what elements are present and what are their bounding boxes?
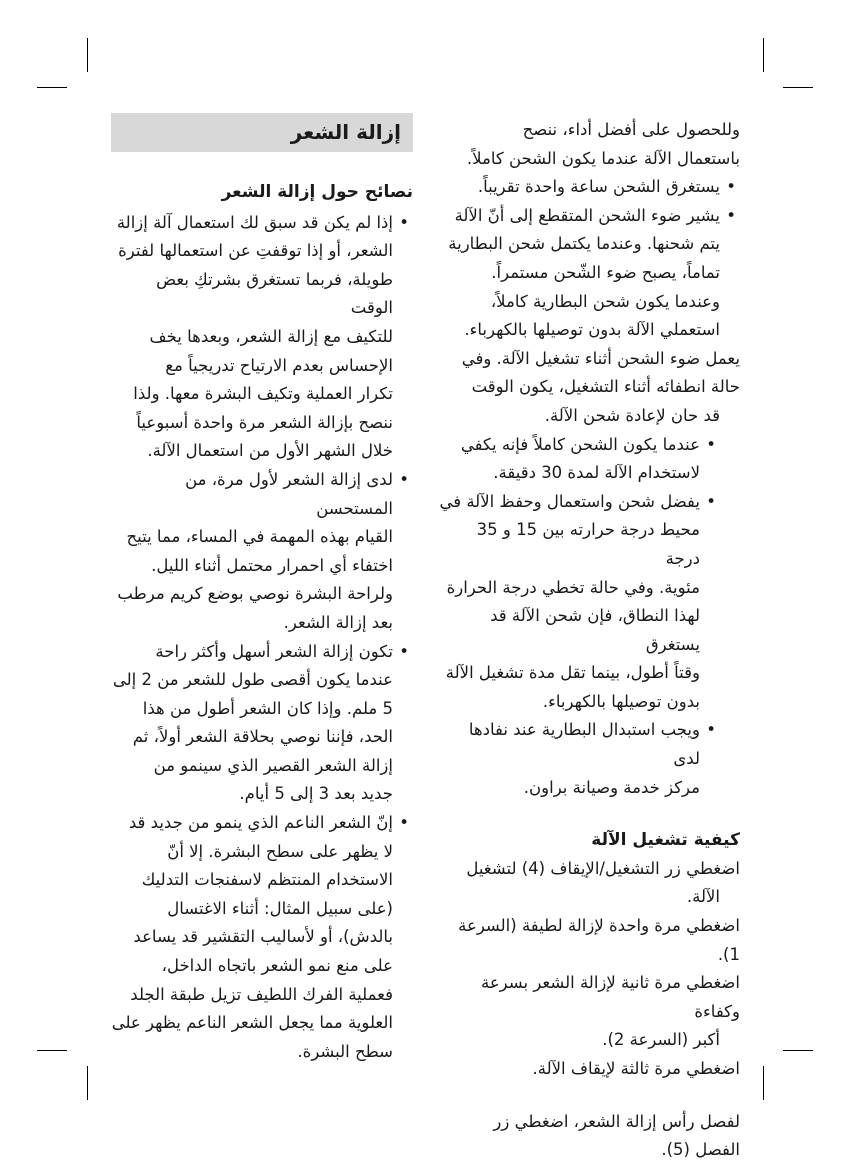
charging-item: • يشير ضوء الشحن المتقطع إلى أنّ الآلة يتم شحنها. وعندما يكتمل شحن البطارية تماماً، يصبح ضوء الشّحن مستمراً. وعندما يكون شحن البطارية كاملاً، استعملي الآلة بدون توصيلها بالكهرباء. (438, 202, 740, 345)
detach-instructions: لفصل رأس إزالة الشعر، اضغطي زر الفصل (5). (493, 1111, 740, 1160)
charging-item: • يستغرق الشحن ساعة واحدة تقريباً. (438, 173, 740, 202)
charging-item: • يفضل شحن واستعمال وحفظ الآلة في محيط درجة حرارته بين 15 و 35 درجة مئوية. وفي حالة تخطي درجة الحرارة لهذا النطاق، فإن شحن الآلة قد يستغرق وقتاً أطول، بينما تقل مدة تشغيل الآلة بدون توصيلها بالكهرباء. (438, 488, 720, 717)
crop-mark (763, 38, 764, 72)
crop-mark (783, 1050, 813, 1051)
crop-mark (87, 38, 88, 72)
crop-mark (37, 87, 67, 88)
charging-list-2 (438, 431, 740, 803)
crop-mark (783, 87, 813, 88)
crop-mark (763, 1066, 764, 1100)
charging-item: • عندما يكون الشحن كاملاً فإنه يكفي لاستخدام الآلة لمدة 30 دقيقة. (438, 431, 720, 488)
right-column (438, 116, 740, 1165)
operation-steps: اضغطي زر التشغيل/الإيقاف (4) لتشغيل الآلة. اضغطي مرة واحدة لإزالة لطيفة (السرعة 1). اضغطي مرة ثانية لإزالة الشعر بسرعة وكفاءة أكبر (السرعة 2). اضغطي مرة ثالثة لإيقاف الآلة. (458, 858, 740, 1078)
charging-item: • ويجب استبدال البطارية عند نفادها لدى مركز خدمة وصيانة براون. (438, 716, 720, 802)
tip-item: • لدى إزالة الشعر لأول مرة، من المستحسن القيام بهذه المهمة في المساء، مما يتيح اختفاء أي احمرار محتمل أثناء الليل. ولراحة البشرة نوصي بوضع كريم مرطب بعد إزالة الشعر. (111, 466, 413, 638)
crop-mark (87, 1066, 88, 1100)
tip-item: • إنّ الشعر الناعم الذي ينمو من جديد قد لا يظهر على سطح البشرة. إلا أنّ الاستخدام المنتظم لاسفنجات التدليك (على سبيل المثال: أثناء الاغتسال بالدش)، أو لأساليب التقشير قد يساعد على منع نمو الشعر باتجاه الداخل، فعملية الفرك اللطيف تزيل طبقة الجلد العلوية مما يجعل الشعر الناعم يظهر على سطح البشرة. (111, 809, 413, 1066)
crop-mark (37, 1050, 67, 1051)
section-title: إزالة الشعر (111, 113, 413, 152)
operation-heading: كيفية تشغيل الآلة (591, 830, 740, 851)
tips-list (111, 209, 413, 1067)
charging-list (438, 173, 740, 345)
charging-note: يعمل ضوء الشحن أثناء تشغيل الآلة. وفي حالة انطفائه أثناء التشغيل، يكون الوقت قد حان لإعادة شحن الآلة. (461, 348, 740, 425)
tip-item: • تكون إزالة الشعر أسهل وأكثر راحة عندما يكون أقصى طول للشعر من 2 إلى 5 ملم. وإذا كان الشعر أطول من هذا الحد، فإننا نوصي بحلاقة الشعر أولاً، ثم إزالة الشعر القصير الذي سينمو من جديد بعد 3 إلى 5 أيام. (111, 638, 413, 810)
charging-intro: وللحصول على أفضل أداء، ننصح باستعمال الآلة عندما يكون الشحن كاملاً. (466, 120, 740, 168)
tip-item: • إذا لم يكن قد سبق لك استعمال آلة إزالة الشعر، أو إذا توقفتِ عن استعمالها لفترة طويلة، فربما تستغرق بشرتكِ بعض الوقت للتكيف مع إزالة الشعر، وبعدها يخف الإحساس بعدم الارتياح تدريجياً مع تكرار العملية وتكيف البشرة معها. ولذا ننصح بإزالة الشعر مرة واحدة أسبوعياً خلال الشهر الأول من استعمال الآلة. (111, 209, 413, 466)
left-column (111, 178, 413, 1066)
tips-heading: نصائح حول إزالة الشعر (221, 182, 413, 202)
